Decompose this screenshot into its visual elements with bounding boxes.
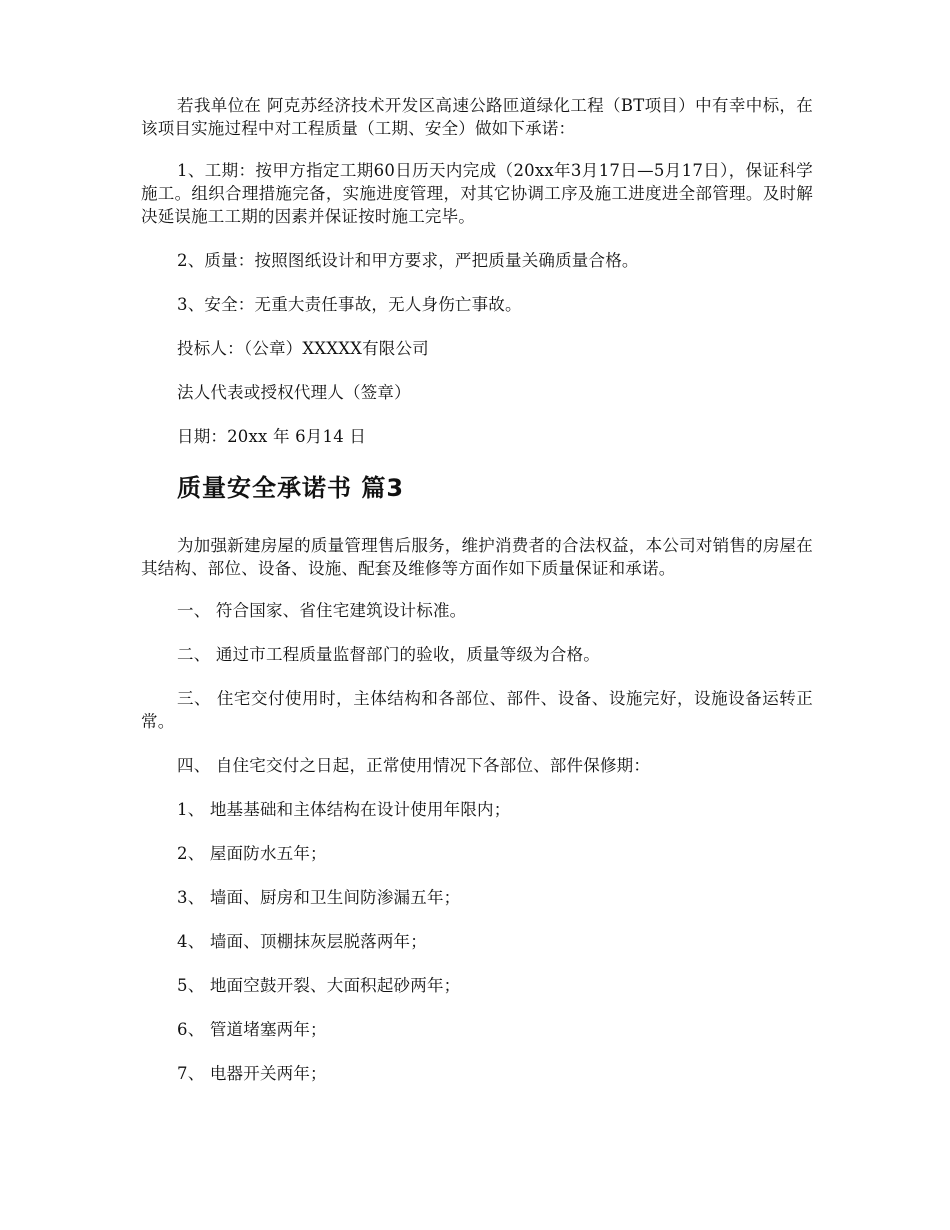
commitment-item-safety: 3、安全：无重大责任事故，无人身伤亡事故。	[177, 295, 522, 314]
warranty-item-4: 4、 墙面、顶棚抹灰层脱落两年；	[177, 932, 427, 951]
intro-paragraph: 若我单位在 阿克苏经济技术开发区高速公路匝道绿化工程（BT项目）中有幸中标，在该项目实施过程中对工程质量（工期、安全）做如下承诺：	[141, 96, 813, 138]
warranty-item-2: 2、 屋面防水五年；	[177, 844, 327, 863]
warranty-item-3: 3、 墙面、厨房和卫生间防渗漏五年；	[177, 888, 461, 907]
document-page	[141, 94, 813, 1085]
commitment-item-quality: 2、质量：按照图纸设计和甲方要求，严把质量关确质量合格。	[177, 251, 639, 270]
warranty-item-6: 6、 管道堵塞两年；	[177, 1020, 327, 1039]
warranty-item-1: 1、 地基基础和主体结构在设计使用年限内；	[177, 800, 511, 819]
bidder-line: 投标人：（公章）XXXXX有限公司	[177, 339, 429, 358]
clause-1: 一、 符合国家、省住宅建筑设计标准。	[177, 601, 467, 620]
warranty-item-5: 5、 地面空鼓开裂、大面积起砂两年；	[177, 976, 461, 995]
representative-line: 法人代表或授权代理人（签章）	[177, 383, 411, 402]
date-line: 日期：20xx 年 6月14 日	[177, 427, 367, 446]
section-intro-paragraph: 为加强新建房屋的质量管理售后服务，维护消费者的合法权益，本公司对销售的房屋在其结构、部位、设备、设施、配套及维修等方面作如下质量保证和承诺。	[141, 536, 813, 578]
section-heading: 质量安全承诺书 篇3	[177, 474, 405, 502]
warranty-item-7: 7、 电器开关两年；	[177, 1064, 327, 1083]
commitment-item-schedule: 1、工期：按甲方指定工期60日历天内完成（20xx年3月17日—5月17日），保证科学施工。组织合理措施完备，实施进度管理，对其它协调工序及施工进度进全部管理。及时解决延误施工工期的因素并保证按时施工完毕。	[141, 161, 813, 226]
clause-4: 四、 自住宅交付之日起，正常使用情况下各部位、部件保修期：	[177, 756, 651, 775]
clause-2: 二、 通过市工程质量监督部门的验收，质量等级为合格。	[177, 645, 600, 664]
clause-3: 三、 住宅交付使用时，主体结构和各部位、部件、设备、设施完好，设施设备运转正常。	[141, 689, 813, 731]
